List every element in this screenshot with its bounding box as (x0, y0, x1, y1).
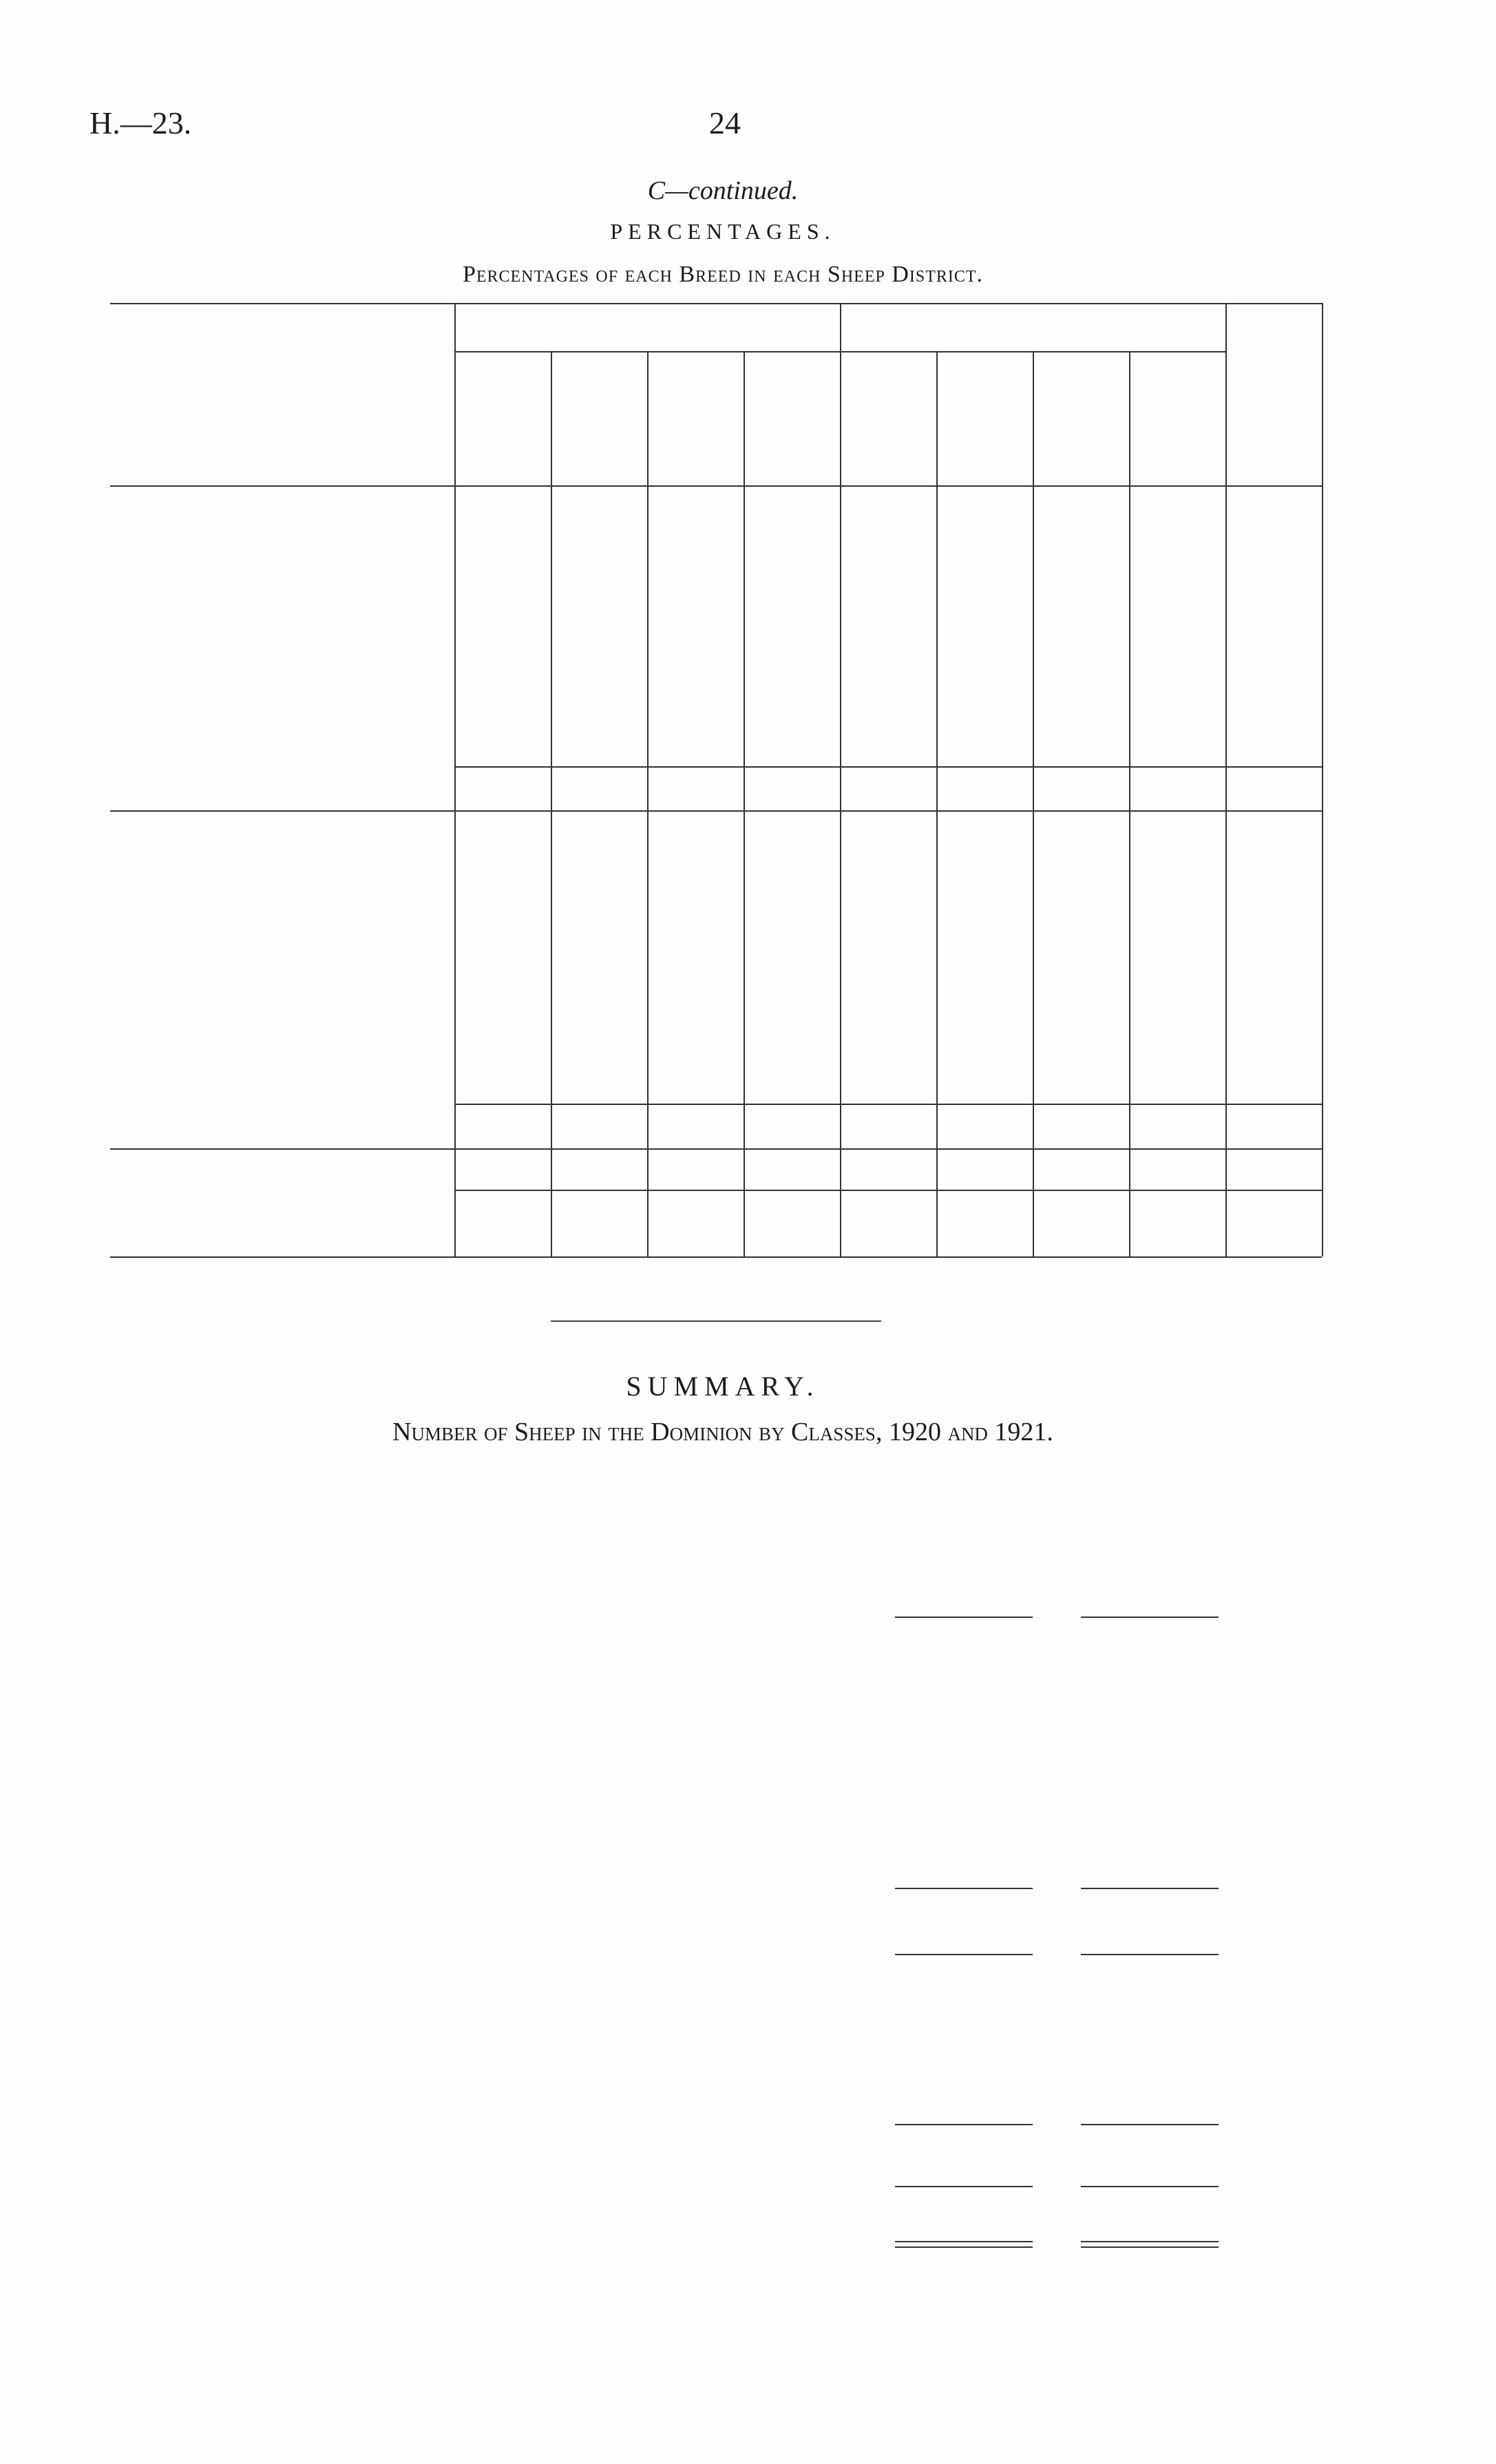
table-cell (936, 941, 1033, 964)
table-cell (744, 941, 840, 964)
table-cell (1129, 918, 1225, 940)
table-cell (551, 1010, 647, 1033)
table-cell (647, 895, 744, 918)
table-cell (1225, 1056, 1322, 1079)
table-cell (1225, 569, 1322, 591)
table-cell (744, 964, 840, 987)
table-row-label (117, 941, 461, 964)
table-cell (936, 895, 1033, 918)
value-1920 (854, 1800, 1033, 1830)
table-cell (647, 1114, 744, 1137)
table-cell (647, 778, 744, 801)
column-rule (1081, 2241, 1219, 2242)
table-row-label (117, 661, 461, 684)
table-cell (1225, 684, 1322, 706)
column-rule (1081, 2124, 1219, 2125)
table-cell (744, 918, 840, 940)
table-cell (936, 545, 1033, 568)
table-cell (840, 872, 936, 894)
value-1920 (854, 1552, 1033, 1582)
table-cell (551, 964, 647, 987)
table-cell (1033, 941, 1129, 964)
table-cell (551, 1160, 647, 1183)
table-cell (1033, 661, 1129, 684)
table-cell (840, 661, 936, 684)
table-cell (551, 778, 647, 801)
table-cell (647, 1208, 744, 1231)
table-cell (454, 1033, 551, 1056)
table-cell (454, 615, 551, 638)
table-row-label (117, 730, 461, 752)
table-cell (454, 918, 551, 940)
table-cell (454, 872, 551, 894)
table-cell (647, 591, 744, 614)
table-cell (454, 591, 551, 614)
table-cell (1225, 661, 1322, 684)
table-cell (1129, 987, 1225, 1010)
summary-title: SUMMARY. (626, 1371, 820, 1402)
table-cell (1225, 1114, 1322, 1137)
table-cell (936, 1114, 1033, 1137)
table-cell (744, 615, 840, 638)
table-cell (551, 661, 647, 684)
value-1921 (1040, 1829, 1219, 1859)
table-cell (936, 987, 1033, 1010)
table-cell (454, 661, 551, 684)
table-cell (1129, 1114, 1225, 1137)
table-cell (454, 941, 551, 964)
value-1920 (854, 2000, 1033, 2030)
table-cell (551, 941, 647, 964)
table-row-label (117, 895, 461, 918)
crossbred-bottom-rule (454, 1190, 1322, 1191)
value-1920 (854, 2201, 1033, 2231)
table-cell (1033, 918, 1129, 940)
table-cell (744, 684, 840, 706)
table-row-label (117, 872, 461, 894)
table-cell (1225, 1010, 1322, 1033)
table-cell (454, 1010, 551, 1033)
table-cell (551, 918, 647, 940)
table-cell (551, 684, 647, 706)
table-row-label (117, 1056, 461, 1079)
table-cell (1033, 684, 1129, 706)
table-cell (551, 987, 647, 1010)
table-cell (744, 872, 840, 894)
value-1921 (1040, 2058, 1219, 2088)
table-cell (647, 1160, 744, 1183)
table-cell (936, 964, 1033, 987)
value-1921 (1040, 2029, 1219, 2059)
table-cell (840, 1033, 936, 1056)
table-cell (744, 707, 840, 730)
value-1920 (854, 1742, 1033, 1772)
continued-heading: C—continued. (647, 176, 799, 205)
column-rule (895, 1954, 1033, 1955)
column-rule (1081, 2186, 1219, 2187)
value-1920 (854, 1625, 1033, 1655)
value-1921 (1040, 1523, 1219, 1553)
table-row-label (117, 1010, 461, 1033)
document-code: H.—23. (89, 105, 192, 140)
table-cell (1129, 895, 1225, 918)
table-cell (840, 918, 936, 940)
table-cell (840, 638, 936, 660)
table-cell (1129, 707, 1225, 730)
table-cell (936, 1010, 1033, 1033)
table-cell (647, 1033, 744, 1056)
table-cell (1225, 638, 1322, 660)
table-cell (936, 707, 1033, 730)
distinct-totals-bottom-rule (110, 1148, 1322, 1150)
table-cell (744, 895, 840, 918)
table-cell (840, 684, 936, 706)
table-cell (1033, 778, 1129, 801)
table-cell (551, 615, 647, 638)
table-cell (1129, 569, 1225, 591)
value-1921 (1040, 2201, 1219, 2231)
table-cell (1225, 545, 1322, 568)
value-1921 (1040, 1494, 1219, 1524)
table-cell (647, 730, 744, 752)
table-cell (551, 872, 647, 894)
table-cell (1033, 1010, 1129, 1033)
table-cell (1033, 1033, 1129, 1056)
table-cell (1033, 638, 1129, 660)
table-cell (1225, 707, 1322, 730)
table-cell (1129, 545, 1225, 568)
table-cell (1033, 964, 1129, 987)
table-cell (744, 778, 840, 801)
value-1920 (854, 1523, 1033, 1553)
table-cell (647, 661, 744, 684)
table-cell (840, 730, 936, 752)
table-cell (551, 1080, 647, 1102)
table-cell (744, 987, 840, 1010)
table-cell (840, 1114, 936, 1137)
value-1920 (854, 1857, 1033, 1888)
column-rule (895, 2124, 1033, 2125)
table-cell (936, 569, 1033, 591)
table-cell (840, 1010, 936, 1033)
table-cell (840, 1080, 936, 1102)
column-rule (1081, 1888, 1219, 1889)
table-cell (744, 1114, 840, 1137)
value-1921 (1040, 1771, 1219, 1801)
table-cell (1129, 1208, 1225, 1231)
table-cell (647, 964, 744, 987)
value-1921 (1040, 2000, 1219, 2030)
table-cell (454, 1160, 551, 1183)
table-cell (1225, 1208, 1322, 1231)
table-cell (647, 872, 744, 894)
value-1920 (854, 1494, 1033, 1524)
table-row-label (117, 1033, 461, 1056)
table-cell (647, 569, 744, 591)
table-cell (936, 615, 1033, 638)
page-number: 24 (709, 105, 741, 140)
table-cell (551, 1208, 647, 1231)
value-1921 (1040, 1625, 1219, 1655)
table-cell (840, 707, 936, 730)
table-row-label (117, 1080, 461, 1102)
table-cell (551, 545, 647, 568)
table-cell (936, 1033, 1033, 1056)
table-cell (454, 730, 551, 752)
table-cell (1129, 964, 1225, 987)
table-cell (744, 1033, 840, 1056)
table-cell (1225, 591, 1322, 614)
value-1920 (854, 2029, 1033, 2059)
table-row-label (117, 684, 461, 706)
table-cell (647, 684, 744, 706)
table-cell (647, 941, 744, 964)
table-cell (1225, 1033, 1322, 1056)
table-cell (1129, 591, 1225, 614)
value-1920 (854, 1829, 1033, 1859)
table-cell (936, 730, 1033, 752)
table-cell (1129, 684, 1225, 706)
table-row-label (117, 545, 461, 568)
column-rule (895, 2186, 1033, 2187)
table-cell (744, 1160, 840, 1183)
table-cell (1129, 1160, 1225, 1183)
table-bottom-rule (110, 1256, 1322, 1258)
table-cell (744, 591, 840, 614)
value-1921 (1040, 1552, 1219, 1582)
table-cell (551, 707, 647, 730)
value-1920 (854, 1912, 1033, 1942)
table-cell (1129, 1080, 1225, 1102)
table-cell (454, 1056, 551, 1079)
table-cell (744, 569, 840, 591)
table-cell (840, 569, 936, 591)
table-cell (1225, 778, 1322, 801)
table-cell (454, 778, 551, 801)
percentages-subtitle: Percentages of each Breed in each Sheep District. (462, 262, 984, 287)
table-cell (1033, 1208, 1129, 1231)
column-rule (1322, 303, 1323, 1256)
table-cell (744, 661, 840, 684)
table-cell (551, 591, 647, 614)
value-1921 (1040, 2145, 1219, 2175)
table-cell (1129, 1010, 1225, 1033)
percentages-title: PERCENTAGES. (610, 219, 836, 244)
table-cell (744, 638, 840, 660)
table-cell (936, 1160, 1033, 1183)
table-row-label (117, 707, 461, 730)
table-cell (744, 730, 840, 752)
table-cell (936, 684, 1033, 706)
table-cell (744, 1056, 840, 1079)
table-cell (840, 964, 936, 987)
table-row-label (117, 964, 461, 987)
table-cell (647, 615, 744, 638)
table-cell (1033, 569, 1129, 591)
table-cell (936, 1208, 1033, 1231)
table-cell (551, 730, 647, 752)
table-cell (454, 1114, 551, 1137)
value-1921 (1040, 2087, 1219, 2117)
table-row-label (117, 987, 461, 1010)
table-cell (647, 1010, 744, 1033)
table-cell (551, 1114, 647, 1137)
table-cell (1225, 872, 1322, 894)
table-cell (1225, 1080, 1322, 1102)
column-rule (1081, 1617, 1219, 1618)
table-row-label (117, 569, 461, 591)
table-cell (1033, 545, 1129, 568)
table-cell (1225, 941, 1322, 964)
table-cell (1033, 730, 1129, 752)
table-cell (551, 638, 647, 660)
table-cell (744, 1080, 840, 1102)
table-cell (454, 1080, 551, 1102)
table-cell (1033, 1080, 1129, 1102)
table-cell (1225, 1160, 1322, 1183)
table-cell (936, 1080, 1033, 1102)
table-cell (744, 1208, 840, 1231)
column-rule (895, 1888, 1033, 1889)
percentages-table (110, 303, 1322, 1263)
table-row-label (117, 615, 461, 638)
table-cell (1225, 918, 1322, 940)
section-divider (551, 1320, 881, 1322)
table-cell (1225, 964, 1322, 987)
table-cell (840, 941, 936, 964)
table-cell (1129, 661, 1225, 684)
table-cell (744, 545, 840, 568)
table-cell (1129, 615, 1225, 638)
value-1920 (854, 2145, 1033, 2175)
table-cell (1129, 1056, 1225, 1079)
table-cell (1225, 987, 1322, 1010)
table-cell (454, 707, 551, 730)
table-cell (1225, 730, 1322, 752)
value-1921 (1040, 1912, 1219, 1942)
distinct-totals-top-rule (454, 1104, 1322, 1105)
value-1920 (854, 2058, 1033, 2088)
table-cell (647, 545, 744, 568)
table-cell (454, 684, 551, 706)
value-1920 (854, 1771, 1033, 1801)
column-rule (1081, 1954, 1219, 1955)
value-1921 (1040, 1800, 1219, 1830)
table-cell (1129, 638, 1225, 660)
table-row-label (117, 638, 461, 660)
table-cell (1033, 987, 1129, 1010)
value-1921 (1040, 1581, 1219, 1611)
header-bottom-rule (110, 485, 1322, 487)
table-cell (1129, 941, 1225, 964)
table-cell (936, 778, 1033, 801)
table-cell (647, 918, 744, 940)
table-cell (744, 1010, 840, 1033)
table-row-label (117, 591, 461, 614)
table-cell (647, 1056, 744, 1079)
table-cell (647, 707, 744, 730)
table-cell (454, 1208, 551, 1231)
table-cell (1033, 1056, 1129, 1079)
table-cell (1225, 615, 1322, 638)
table-cell (551, 1056, 647, 1079)
value-1920 (854, 1581, 1033, 1611)
table-top-rule (110, 303, 1322, 304)
stud-totals-top-rule (454, 766, 1322, 768)
table-cell (840, 1208, 936, 1231)
table-cell (840, 987, 936, 1010)
value-1920 (854, 2087, 1033, 2117)
table-cell (1033, 895, 1129, 918)
table-cell (936, 661, 1033, 684)
table-cell (840, 545, 936, 568)
value-1921 (1040, 1742, 1219, 1772)
table-cell (936, 591, 1033, 614)
table-cell (1129, 778, 1225, 801)
table-cell (936, 638, 1033, 660)
table-cell (454, 569, 551, 591)
table-cell (840, 778, 936, 801)
table-cell (1129, 1033, 1225, 1056)
table-cell (1033, 872, 1129, 894)
table-cell (454, 895, 551, 918)
table-cell (936, 872, 1033, 894)
column-rule (895, 1617, 1033, 1618)
column-rule (895, 2246, 1033, 2248)
stud-totals-bottom-rule (110, 810, 1322, 812)
table-cell (1225, 895, 1322, 918)
table-cell (454, 964, 551, 987)
table-cell (551, 895, 647, 918)
table-cell (1129, 730, 1225, 752)
column-rule (895, 2241, 1033, 2242)
table-cell (1033, 1160, 1129, 1183)
table-cell (454, 638, 551, 660)
table-cell (647, 1080, 744, 1102)
table-cell (1129, 872, 1225, 894)
value-1921 (1040, 1857, 1219, 1888)
summary-subtitle: Number of Sheep in the Dominion by Classes, 1920 and 1921. (392, 1418, 1053, 1446)
table-cell (551, 569, 647, 591)
table-cell (840, 615, 936, 638)
table-cell (840, 591, 936, 614)
table-cell (647, 987, 744, 1010)
table-cell (936, 918, 1033, 940)
table-cell (840, 1056, 936, 1079)
table-cell (454, 987, 551, 1010)
table-cell (551, 1033, 647, 1056)
table-cell (840, 1160, 936, 1183)
column-rule (1081, 2246, 1219, 2248)
table-cell (647, 638, 744, 660)
table-cell (1033, 615, 1129, 638)
table-cell (936, 1056, 1033, 1079)
table-cell (840, 895, 936, 918)
table-cell (1033, 591, 1129, 614)
table-row-label (117, 918, 461, 940)
table-cell (1033, 707, 1129, 730)
table-cell (454, 545, 551, 568)
table-cell (1033, 1114, 1129, 1137)
